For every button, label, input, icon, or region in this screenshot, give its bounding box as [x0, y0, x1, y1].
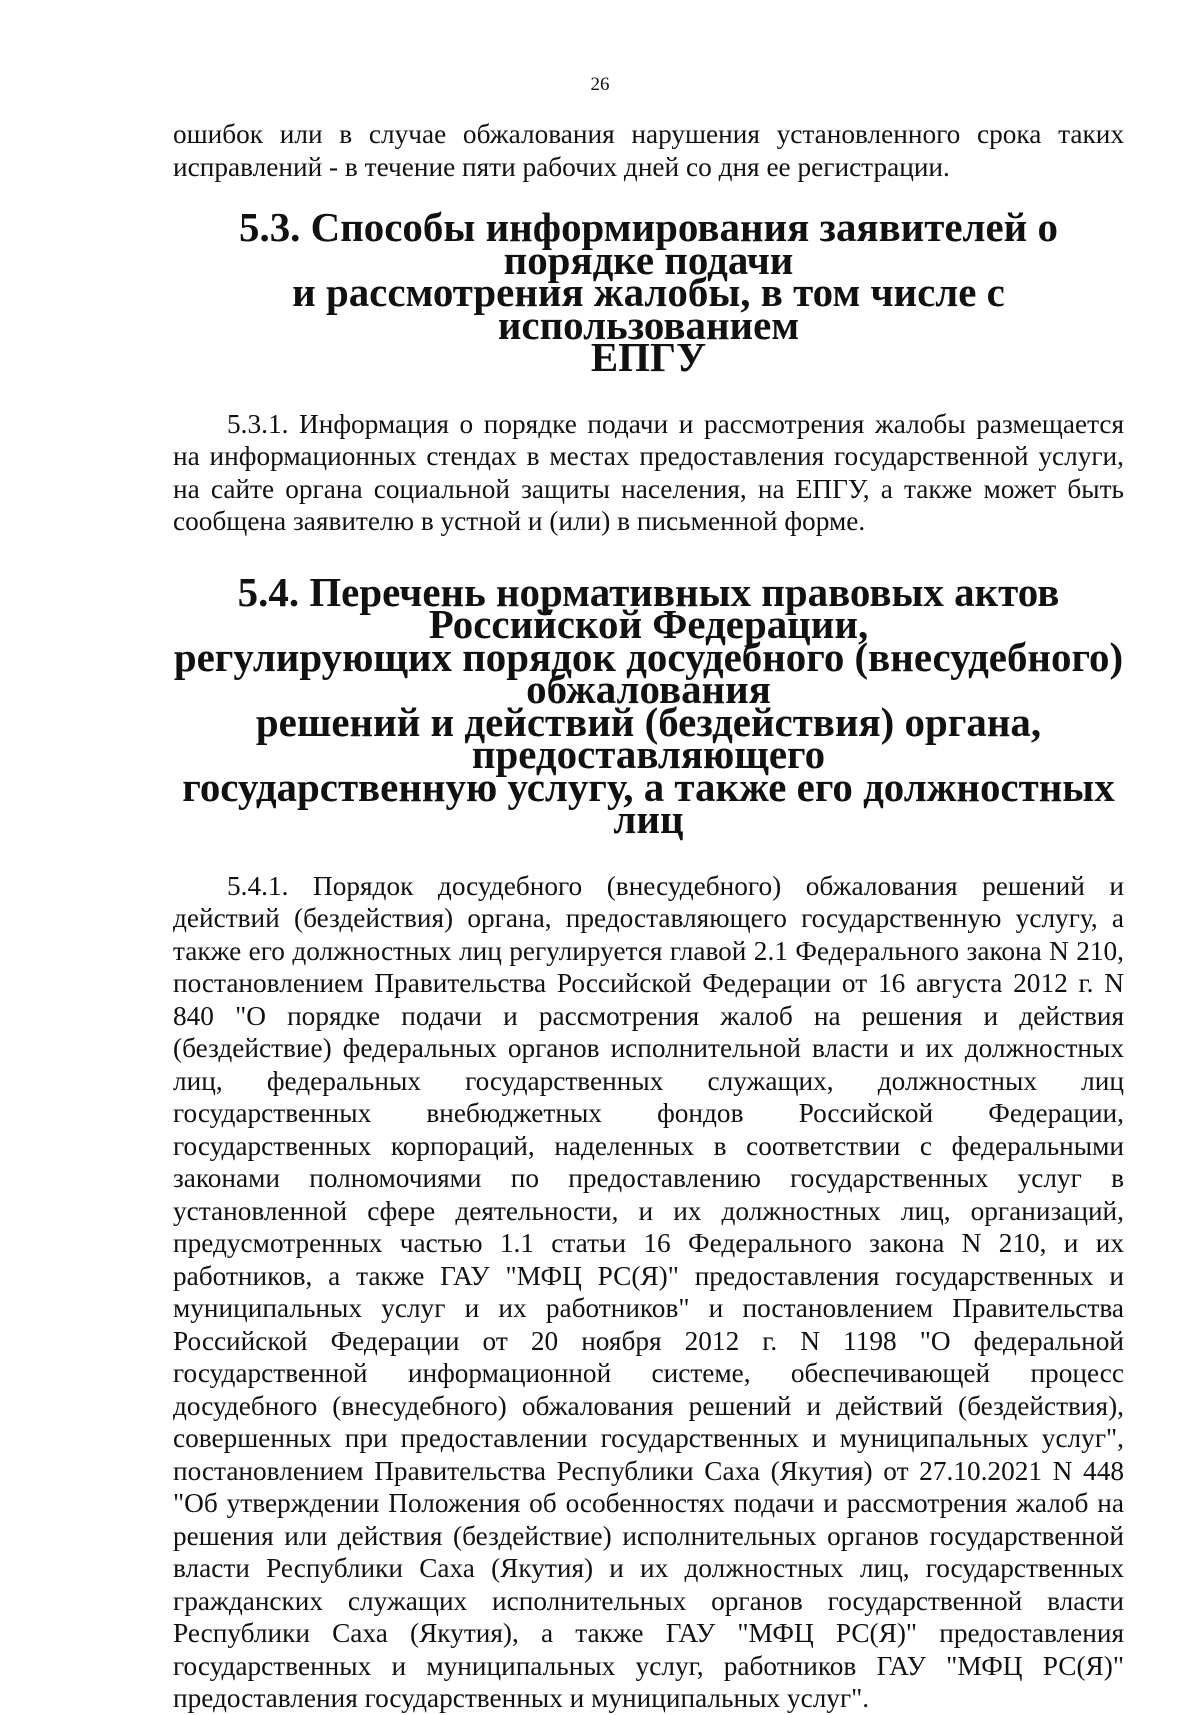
continuation-paragraph: ошибок или в случае обжалования нарушения установленного срока таких исправлений - в течение пяти рабочих дней со дня ее регистрации.	[173, 119, 1124, 182]
page-number: 26	[590, 74, 610, 95]
page-content	[173, 118, 1124, 1715]
heading-line: регулирующих порядок досудебного (внесудебного) обжалования	[173, 634, 1124, 712]
heading-line: и рассмотрения жалобы, в том числе с использованием	[292, 270, 1005, 348]
paragraph-5-4-1: 5.4.1. Порядок досудебного (внесудебного) обжалования решений и действий (бездействия) органа, предоставляющего государственную услугу, а также его должностных лиц регулируется главой 2.1 Федерального закона N 210, постановлением Правительства Российской Федерации от 16 августа 2012 г. N 840 "О порядке подачи и рассмотрения жалоб на решения и действия (бездействие) федеральных органов исполнительной власти и их должностных лиц, федеральных государственных служащих, должностных лиц государственных внебюджетных фондов Российской Федерации, государственных корпораций, наделенных в соответствии с федеральными законами полномочиями по предоставлению государственных услуг в установленной сфере деятельности, и их должностных лиц, организаций, предусмотренных частью 1.1 статьи 16 Федерального закона N 210, и их работников, а также ГАУ "МФЦ РС(Я)" предоставления государственных и муниципальных услуг и их работников" и постановлением Правительства Российской Федерации от 20 ноября 2012 г. N 1198 "О федеральной государственной информационной системе, обеспечивающей процесс досудебного (внесудебного) обжалования решений и действий (бездействия), совершенных при предоставлении государственных и муниципальных услуг", постановлением Правительства Республики Саха (Якутия) от 27.10.2021 N 448 "Об утверждении Положения об особенностях подачи и рассмотрения жалоб на решения или действия (бездействие) исполнительных органов государственной власти Республики Саха (Якутия) и их должностных лиц, государственных гражданских служащих исполнительных органов государственной власти Республики Саха (Якутия), а также ГАУ "МФЦ РС(Я)" предоставления государственных и муниципальных услуг, работников ГАУ "МФЦ РС(Я)" предоставления государственных и муниципальных услуг".	[173, 870, 1124, 1713]
heading-line: 5.4. Перечень нормативных правовых актов Российской Федерации,	[237, 569, 1060, 647]
section-5-4-heading	[173, 569, 1124, 842]
heading-line: 5.3. Способы информирования заявителей о порядке подачи	[239, 205, 1058, 283]
heading-line: ЕПГУ	[590, 335, 707, 380]
section-5-3-heading	[173, 205, 1124, 380]
paragraph-5-3-1: 5.3.1. Информация о порядке подачи и рассмотрения жалобы размещается на информационных стендах в местах предоставления государственной услуги, на сайте органа социальной защиты населения, на ЕПГУ, а также может быть сообщена заявителю в устной и (или) в письменной форме.	[173, 408, 1124, 536]
heading-line: государственную услугу, а также его должностных лиц	[182, 764, 1115, 842]
heading-line: решений и действий (бездействия) органа, предоставляющего	[255, 699, 1042, 777]
